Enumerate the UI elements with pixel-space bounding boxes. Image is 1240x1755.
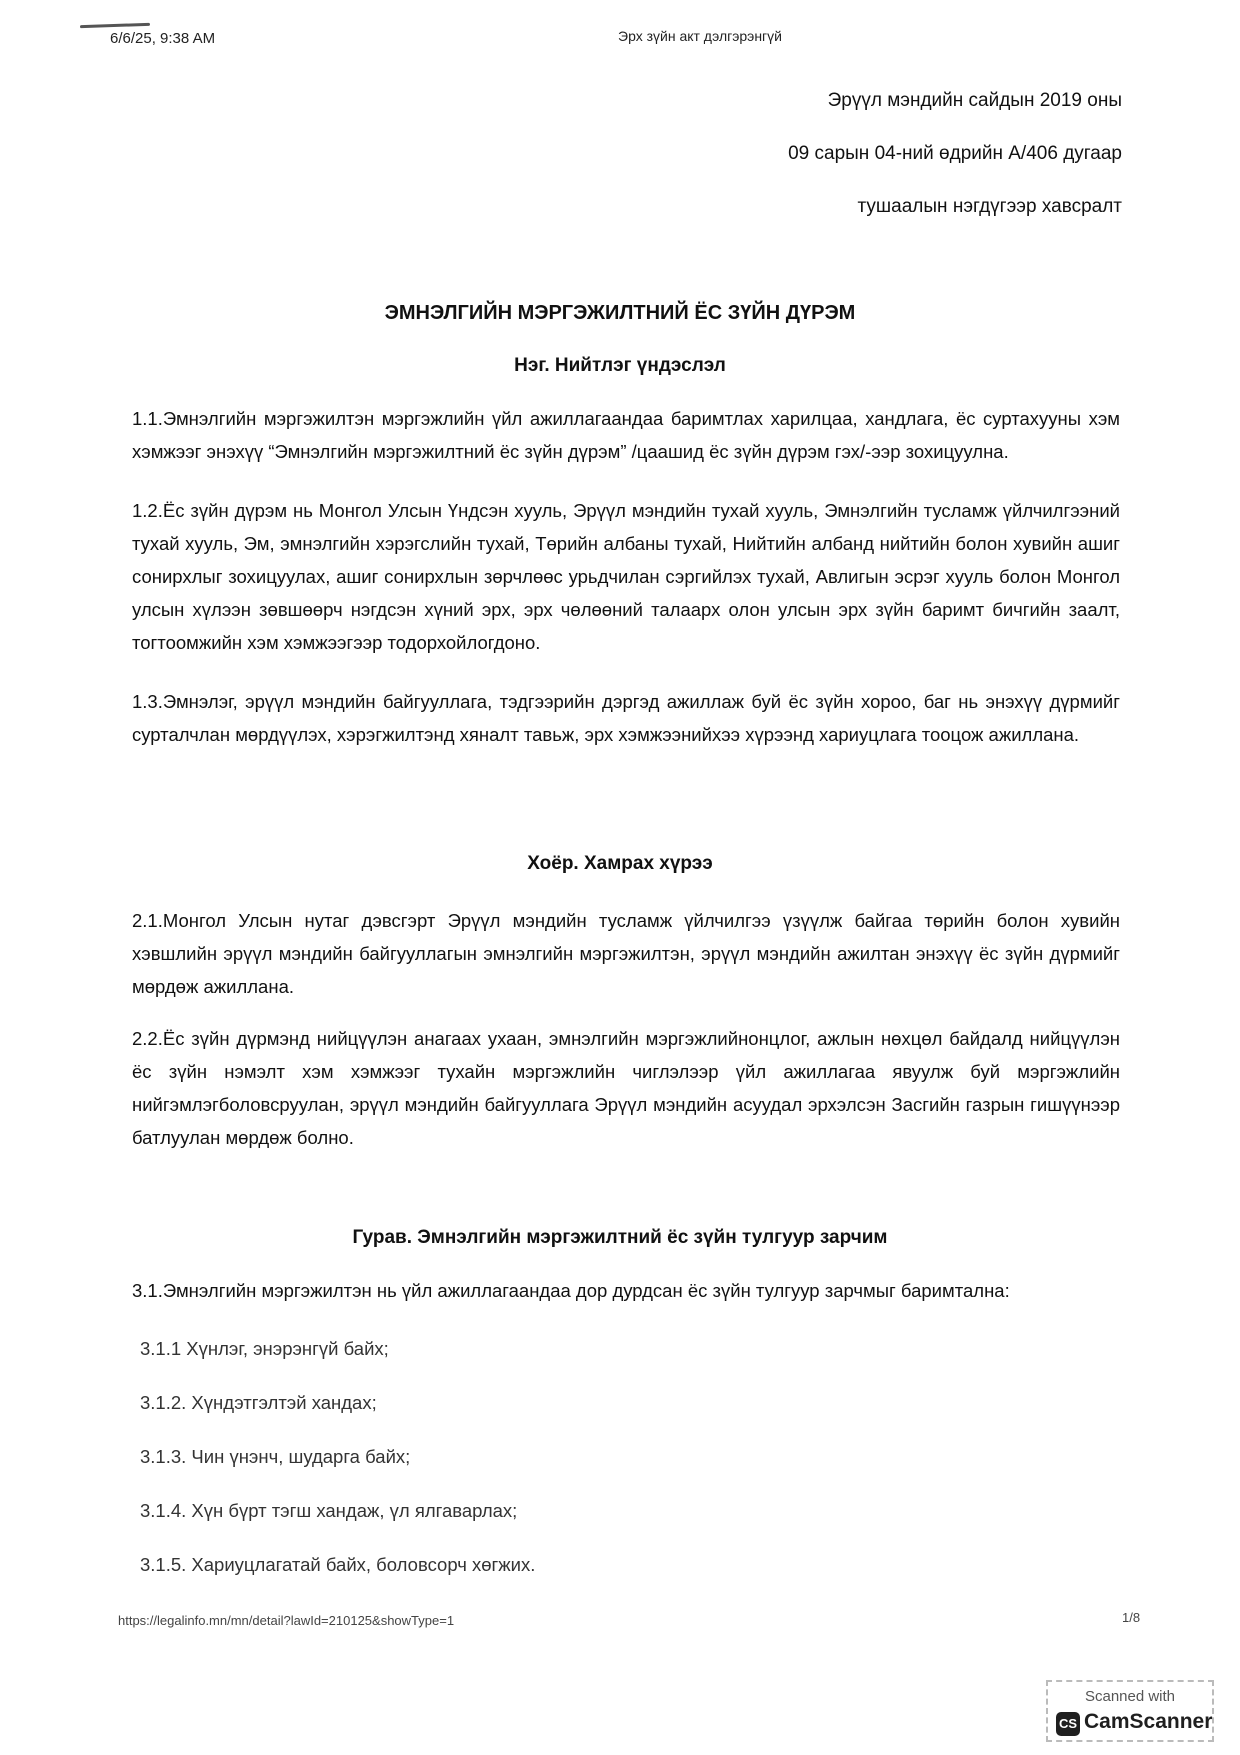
list-item: 3.1.4. Хүн бүрт тэгш хандаж, үл ялгаварлах; [140, 1500, 518, 1521]
scan-mark [80, 23, 150, 28]
list-item: 3.1.5. Хариуцлагатай байх, боловсорч хөгжих. [140, 1554, 536, 1575]
camscanner-name: CamScanner [1084, 1710, 1213, 1733]
annex-line-3: тушаалын нэгдүгээр хавсралт [857, 196, 1122, 217]
document-title: ЭМНЭЛГИЙН МЭРГЭЖИЛТНИЙ ЁС ЗҮЙН ДҮРЭМ [384, 302, 856, 324]
print-header-title: Эрх зүйн акт дэлгэрэнгүй [618, 28, 782, 44]
annex-line-1: Эрүүл мэндийн сайдын 2019 оны [827, 90, 1122, 111]
section-heading-2: Хоёр. Хамрах хүрээ [527, 853, 713, 874]
footer-url: https://legalinfo.mn/mn/detail?lawId=210125&showType=1 [118, 1613, 455, 1628]
section-heading-3: Гурав. Эмнэлгийн мэргэжилтний ёс зүйн тулгуур зарчим [352, 1227, 888, 1248]
annex-line-2: 09 сарын 04-ний өдрийн А/406 дугаар [788, 143, 1122, 164]
page-number: 1/8 [1122, 1610, 1141, 1625]
paragraph-3-1: 3.1.Эмнэлгийн мэргэжилтэн нь үйл ажиллагаандаа дор дурдсан ёс зүйн тулгуур зарчмыг баримтална: [132, 1280, 1010, 1301]
paragraph-1-1: 1.1.Эмнэлгийн мэргэжилтэн мэргэжлийн үйл ажиллагаандаа баримтлах харилцаа, хандлага, ёс суртахууны хэм хэмжээг энэхүү “Эмнэлгийн мэргэжилтний ёс зүйн дүрэм” /цаашид ёс зүйн дүрэм гэх/-ээр зохицуулна. [132, 408, 1120, 462]
paragraph-1-2: 1.2.Ёс зүйн дүрэм нь Монгол Улсын Үндсэн хууль, Эрүүл мэндийн тухай хууль, Эмнэлгийн тусламж үйлчилгээний тухай хууль, Эм, эмнэлгийн хэрэгслийн тухай, Төрийн албаны тухай, Нийтийн албанд нийтийн болон хувийн ашиг сонирхлыг зохицуулах, ашиг сонирхлын зөрчлөөс урьдчилан сэргийлэх тухай, Авлигын эсрэг хууль болон Монгол улсын хүлээн зөвшөөрч нэгдсэн хүний эрх, эрх чөлөөний талаарх олон улсын эрх зүйн баримт бичгийн заалт, тогтоомжийн хэм хэмжээгээр тодорхойлогдоно. [132, 500, 1120, 653]
list-item: 3.1.1 Хүнлэг, энэрэнгүй байх; [140, 1338, 389, 1359]
list-item: 3.1.2. Хүндэтгэлтэй хандах; [140, 1392, 377, 1413]
scanned-with-label: Scanned with [1084, 1688, 1176, 1705]
camscanner-logo-icon: CS [1056, 1712, 1080, 1736]
paragraph-2-1: 2.1.Монгол Улсын нутаг дэвсгэрт Эрүүл мэндийн тусламж үйлчилгээ үзүүлж байгаа төрийн болон хувийн хэвшлийн эрүүл мэндийн байгууллагын эмнэлгийн мэргэжилтэн, эрүүл мэндийн ажилтан энэхүү ёс зүйн дүрмийг мөрдөж ажиллана. [132, 910, 1120, 997]
section-heading-1: Нэг. Нийтлэг үндэслэл [514, 355, 726, 376]
list-item: 3.1.3. Чин үнэнч, шударга байх; [140, 1446, 411, 1467]
camscanner-watermark [1046, 1680, 1214, 1742]
paragraph-1-3: 1.3.Эмнэлэг, эрүүл мэндийн байгууллага, тэдгээрийн дэргэд ажиллаж буй ёс зүйн хороо, баг нь энэхүү дүрмийг сурталчлан мөрдүүлэх, хэрэгжилтэнд хяналт тавьж, эрх хэмжээнийхээ хүрээнд хариуцлага тооцож ажиллана. [132, 691, 1120, 745]
print-datetime: 6/6/25, 9:38 AM [110, 30, 216, 47]
paragraph-2-2: 2.2.Ёс зүйн дүрмэнд нийцүүлэн анагаах ухаан, эмнэлгийн мэргэжлийнонцлог, ажлын нөхцөл байдалд нийцүүлэн ёс зүйн нэмэлт хэм хэмжээг тухайн мэргэжлийн чиглэлээр үйл ажиллагаа явуулж буй мэргэжлийн нийгэмлэгболовсруулан, эрүүл мэндийн байгууллага Эрүүл мэндийн асуудал эрхэлсэн Засгийн газрын гишүүнээр батлуулан мөрдөж болно. [132, 1028, 1120, 1148]
